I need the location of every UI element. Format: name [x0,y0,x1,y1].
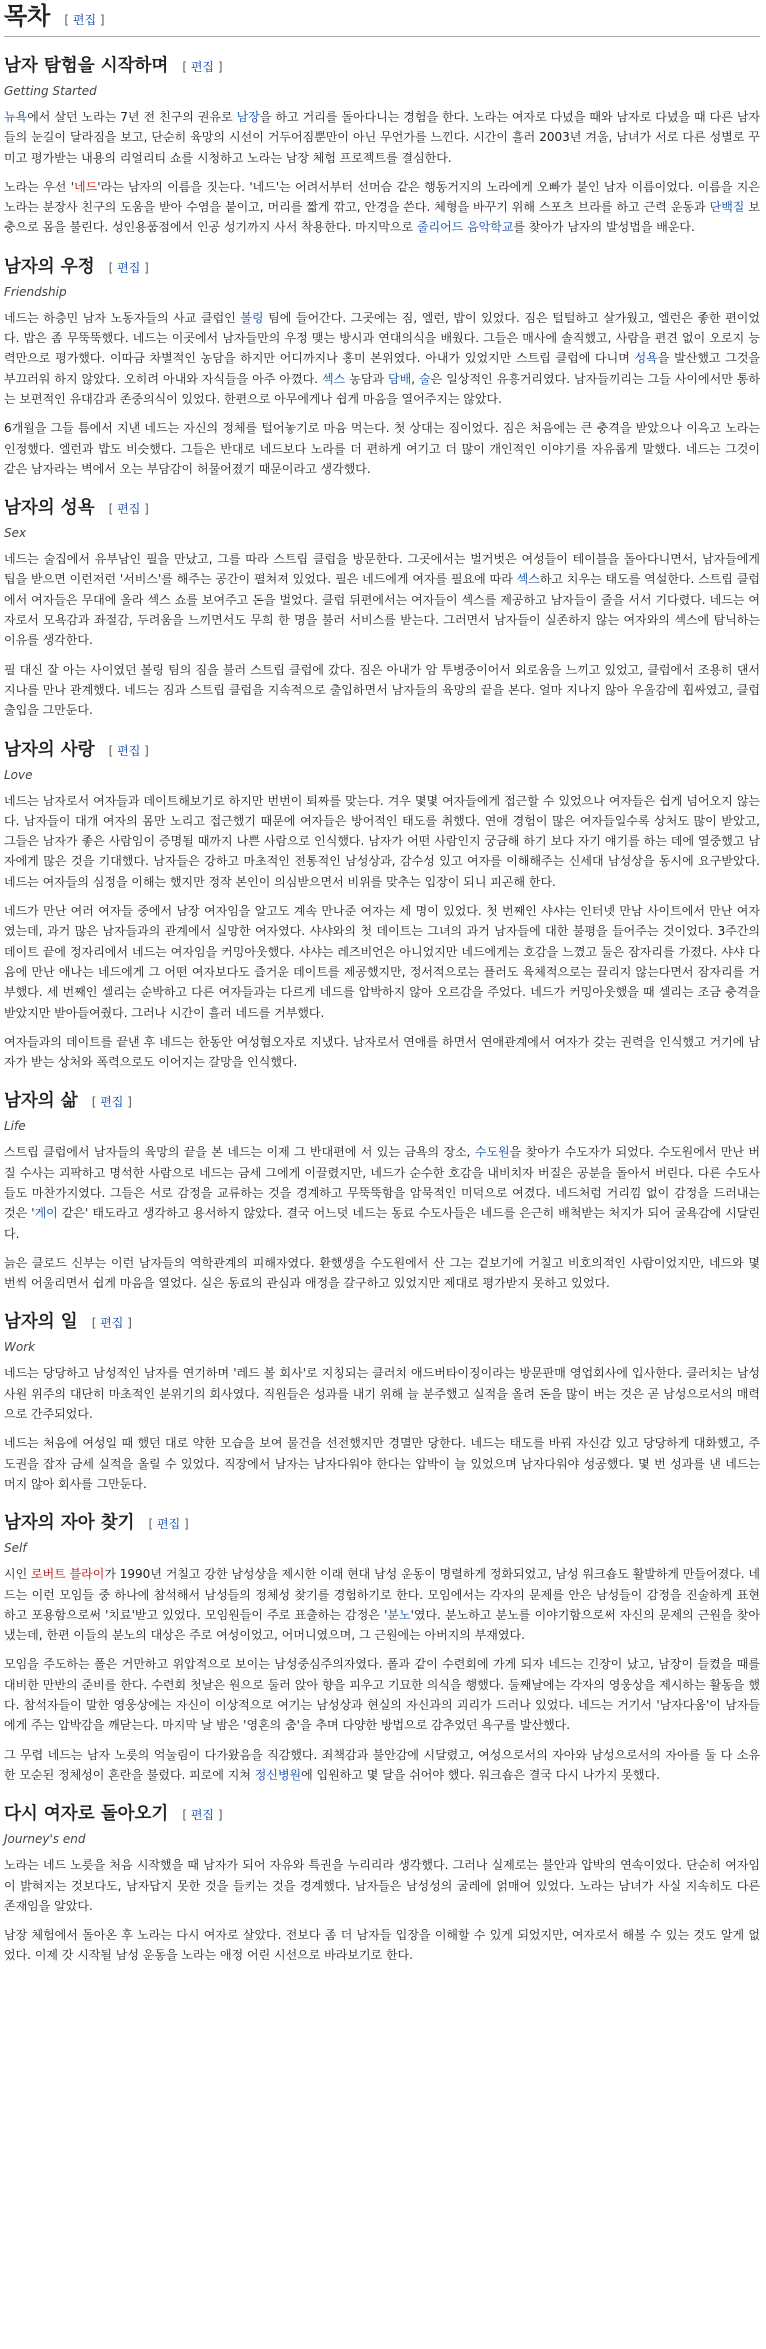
section-title: 남자의 사랑 [4,739,95,760]
redlink[interactable]: 로버트 블라이 [31,1567,105,1582]
section-title: 다시 여자로 돌아오기 [4,1804,169,1825]
text-run: 을 하고 거리를 돌아다니는 경험을 한다. 노라는 여자로 다녔을 때와 남자로 다녔을 때 다른 남자들의 눈길이 달라짐을 보고, 단순히 육망의 시선이 거두어짐뿐만이 아닌 무언가를 느낀다. 시간이 흘러 2003년 겨울, 남녀가 서로 다른 성별로 꾸미고 평가받는 내용의 리얼리티 쇼를 시청하고 노라는 남장 체험 프로젝트를 결심한다. [4,110,761,165]
section-heading [4,1309,760,1335]
section-heading [4,1801,760,1827]
text-run: 팀에 들어간다. 그곳에는 짐, 엘런, 밥이 있었다. 짐은 털털하고 살가웠고, 엘런은 좋한 편이었다. 밥은 좀 무뚝뚝했다. 네드는 이곳에서 남자들만의 우정 맺는 방시과 연대의식을 배웠다. 그들은 매사에 솔직했고, 사람을 편견 없이 오로지 능력만으로 평가했다. 이따금 차별적인 농담을 하지만 어디까지나 홍미 본위였다. 아내가 있었지만 스트립 클럽에 다니며 [4,310,760,366]
section-title: 남자의 우정 [4,256,95,277]
sections-container [4,53,760,1966]
section-heading [4,254,760,280]
paragraph [4,901,760,1023]
wiki-link[interactable]: 분노 [387,1607,411,1622]
section-edit-label[interactable]: 편집 [100,1095,124,1110]
text-run: 에 입원하고 몇 달을 쉬어야 했다. 워크숍은 결국 다시 나가지 못했다. [301,1767,660,1782]
section-subtitle: Self [4,1541,27,1556]
wiki-link[interactable]: 술 [419,371,431,386]
text-run: 노라는 네드 노릇을 처음 시작했을 때 남자가 되어 자유와 특권을 누리리라 생각했다. 그러나 실제로는 불안과 압박의 연속이었다. 단순히 여자임이 밝혀지는 것보다도, 남자답지 못한 것을 들키는 것을 경계했다. 남자들은 남성성의 굴레에 얽매여 있었다. 노라는 남녀가 사실 지속히도 다른 존재임을 알았다. [4,1858,760,1913]
section [4,495,760,720]
toc-edit-label[interactable]: 편집 [72,13,97,27]
text-run: 네드는 술집에서 유부남인 필을 만났고, 그를 따라 스트립 클럽을 방문한다. 그곳에서는 벌거벗은 여성들이 테이블을 돌아다니면서, 남자들에게 팁을 받으면 이런저런 '서비스'를 해주는 공간이 펼쳐져 있었다. 필은 네드에게 여자를 필요에 따라 [4,552,760,587]
section [4,1510,760,1785]
text-run: 네드는 하층민 남자 노동자들의 사교 클럽인 [4,310,241,325]
section-subtitle: Life [4,1119,26,1134]
text-run: 그 무렵 네드는 남자 노릇의 억눌림이 다가왔음을 직감했다. 죄책감과 불안감에 시달렸고, 여성으로서의 자아와 남성으로서의 자아를 둘 다 소유한 모순된 정체성이 혼란을 불렀다. 피로에 지쳐 [4,1747,760,1782]
section-subtitle: Work [4,1340,36,1355]
paragraph [4,1433,760,1494]
text-run: 보충으로 몸을 불린다. 성인용품점에서 인공 성기까지 사서 착용한다. 마지막으로 [4,200,760,235]
wiki-link[interactable]: 게이 [34,1206,58,1221]
section-edit-link[interactable]: [ 편집 ] [91,1095,132,1110]
wiki-link[interactable]: 수도원 [474,1145,510,1160]
text-run: 네드가 만난 여러 여자들 중에서 남장 여자임을 알고도 계속 만나준 여자는 세 명이 있었다. 첫 번째인 샤샤는 인터넷 만남 사이트에서 만난 여자였는데, 과거 많은 남자들과의 관계에서 실망한 여자였다. 샤샤와의 첫 데이트는 그녀의 과거 남자들에 대한 불평을 들어주는 것이었다. 3주간의 데이트 끝에 정자리에서 네드는 여자임을 커밍아웃했다. 샤샤는 레즈비언은 아니었지만 네드에게는 호감을 느꼈고 둘은 잠자리를 가졌다. 샤샤 다음에 만난 애나는 네드에게 그 어떤 여자보다도 즐거운 데이트를 제공했지만, 정서적으로는 플러도 육체적으로는 끌리지 않는다면서 잠자리를 거부했다. 세 번째인 셀리는 순박하고 다른 여자들과는 다르게 네드를 압박하지 않아 오르감을 주었다. 네드가 커밍아웃했을 때 셀리는 조금 충격을 받았지만 받아들여줬다. 그러나 시간이 흘러 네드를 거부했다. [4,904,760,1020]
section [4,737,760,1073]
text-run: 남장 체험에서 돌아온 후 노라는 다시 여자로 살았다. 전보다 좀 더 남자들 입장을 이해할 수 있게 되었지만, 여자로서 해볼 수 있는 것도 알게 없었다. 이제 갓 시작될 남성 운동을 노라는 애정 어린 시선으로 바라보기로 한다. [4,1928,760,1963]
section-edit-label[interactable]: 편집 [117,743,141,758]
wiki-link[interactable]: 담배 [388,371,412,386]
paragraph [4,660,760,721]
section-subtitle: Journey's end [4,1832,86,1847]
text-run: 네드는 처음에 여성일 때 했던 대로 약한 모습을 보여 물건을 선전했지만 경멸만 당한다. 네드는 태도를 바꿔 자신감 있고 당당하게 대화했고, 주도권을 잡자 금세 실적을 올릴 수 있었다. 직장에서 남자는 남자다워야 한다는 압박이 늘 있었으며 남자다워야 성공했다. 몇 번 성과를 낸 네드는 머지 않아 회사를 그만둔다. [4,1436,760,1491]
section [4,254,760,479]
wiki-link[interactable]: 줄리어드 음악학교 [416,220,514,235]
paragraph [4,1253,760,1294]
section-title: 남자의 성욕 [4,498,95,519]
section [4,53,760,238]
paragraph [4,549,760,650]
wiki-link[interactable]: 볼링 [240,310,264,325]
paragraph [4,308,760,409]
text-run: 스트립 클럽에서 남자들의 육망의 끝을 본 네드는 이제 그 반대편에 서 있는 금욕의 장소, [4,1145,475,1160]
text-run: 를 찾아가 남자의 발성법을 배운다. [513,220,695,235]
text-run: 늙은 클로드 신부는 이런 남자들의 역학관계의 피해자였다. 환했생을 수도원에서 산 그는 겉보기에 거칠고 비호의적인 사람이었지만, 네드와 몇 번씩 어울리면서 쉽게 마음을 열었다. 실은 동료의 관심과 애정을 갈구하고 있었지만 제대로 평가받지 못하고 있었다. [4,1255,760,1291]
section-heading [4,495,760,521]
section-edit-label[interactable]: 편집 [117,260,141,275]
wiki-link[interactable]: 성욕 [634,351,658,366]
section-subtitle: Love [4,767,33,782]
paragraph [4,1032,760,1073]
section-edit-link[interactable]: [ 편집 ] [182,1808,223,1823]
section-title: 남자 탐험을 시작하며 [4,56,169,76]
section-edit-link[interactable]: [ 편집 ] [182,60,223,74]
section-edit-label[interactable]: 편집 [100,1316,124,1331]
text-run: 네드는 남자로서 여자들과 데이트해보기로 하지만 번번이 퇴짜를 맞는다. 겨우 몇몇 여자들에게 접근할 수 있었으나 여자들은 쉽게 넘어오지 않는다. 남자들이 대개 여자의 몸만 노리고 접근했기 때문에 여자들은 방어적인 태도를 취했다. 연애 경험이 많은 여자들일수록 상처도 많이 받았고, 그들은 남자가 좋은 사람임이 증명될 때까지 나쁜 사람으로 인식했다. 남자가 어떤 사람인지 궁금해 하기 보다 자기 얘기를 하는 데에 열중했고 남자에게 많은 것을 기대했다. 남자들은 강하고 마초적인 전통적인 남성상과, 감수성 있고 여자를 이해해주는 신세대 남성상을 동시에 요구받았다. 네드는 여자들의 심정을 이해는 했지만 정작 본인이 의심받으면서 비위를 맞추는 입장이 되니 피곤해 한다. [4,793,760,889]
section-edit-link[interactable]: [ 편집 ] [91,1316,132,1331]
section [4,1088,760,1293]
paragraph [4,791,760,892]
text-run: 모임을 주도하는 폴은 거만하고 위압적으로 보이는 남성중심주의자였다. 폴과 같이 수련회에 가게 되자 네드는 긴장이 났고, 남장이 들켰을 때를 대비한 만반의 준비를 한다. 수련회 첫날은 원으로 둘러 앉아 향을 피우고 기묘한 의식을 행했다. 둘째날에는 각자의 영웅상을 제시하는 활동을 했다. 참석자들이 말한 영웅상에는 자신이 이상적으로 여기는 남성상과 현실의 자신과의 괴리가 드러나 있었다. 네드는 거기서 '남자다움'이 남자들에게 주는 압박감을 깨닫는다. 마지막 날 밤은 '영혼의 춤'을 추며 다양한 방법으로 감추었던 욕구를 발산했다. [4,1657,760,1733]
text-run: 가 1990년 거칠고 강한 남성상을 제시한 이래 현대 남성 운동이 명렬하게 정화되었고, 남성 워크숍도 활발하게 만들어졌다. 네드는 이런 모임들 중 하나에 참석해서 남성들의 정체성 찾기를 경험하기로 한다. 모임에서는 각자의 문제를 안은 남성들이 감정을 진술하게 표현하고 포용함으로써 '치료'받고 있었다. 모임원들이 주로 표출하는 감정은 ' [4,1567,760,1622]
paragraph [4,1142,760,1243]
text-run: 필 대신 잘 아는 사이였던 볼링 팀의 짐을 불러 스트립 클럽에 갔다. 짐은 아내가 암 투병중이어서 외로움을 느끼고 있었고, 클럽에서 조용히 댄서 지나를 만나 관계했다. 네드는 짐과 스트립 클럽을 지속적으로 출입하면서 남자들의 육망의 끝을 본다. 얼마 지나지 않아 우울감에 휩싸였고, 클럽 출입을 그만둔다. [4,662,760,718]
wiki-link[interactable]: 섹스 [322,371,346,386]
paragraph [4,1564,760,1645]
section [4,1801,760,1965]
paragraph [4,1925,760,1966]
toc-edit-link[interactable]: [ 편집 ] [64,13,105,27]
section-edit-link[interactable]: [ 편집 ] [108,260,149,275]
paragraph [4,1745,760,1786]
section-title: 남자의 자아 찾기 [4,1513,135,1534]
text-run: 같은' 태도라고 생각하고 용서하지 않았다. 결국 어느덧 네드는 동료 수도사들은 네드를 은근히 배척받는 처지가 되어 굴욕감에 시달린다. [4,1206,760,1241]
text-run: 하고 치우는 태도를 역설한다. 스트립 클럽에서 여자들은 무대에 올라 섹스 쇼를 보여주고 돈을 벌었다. 클럽 뒤편에서는 여자들이 섹스를 제공하고 남자들이 줄을 서서 기다렸다. 네드는 여자로서 모욕감과 좌절감, 두려움을 느끼면서도 무희 한 명을 불러 서비스를 받는다. 그러면서 남자들이 실존하지 않는 여자와의 섹스에 탐닉하는 이유를 생각한다. [4,572,761,648]
text-run: 네드는 당당하고 남성적인 남자를 연기하며 '레드 볼 회사'로 지칭되는 클러치 애드버타이징이라는 방문판매 영업회사에 입사한다. 클러치는 남성 사원 위주의 대단히 마초적인 분위기의 회사였다. 직원들은 성과를 내기 위해 늘 분주했고 실적을 올려 돈을 많이 버는 것은 곧 남성으로서의 매력으로 간주되었다. [4,1366,760,1422]
text-run: 을 찾아가 수도자가 되었다. 수도원에서 만난 버질 수사는 괴팍하고 명석한 사람으로 네드는 금세 그에게 이끌렸지만, 네드가 순수한 호감을 내비치자 버질은 공분을 돌아서 버린다. 다른 수도사들도 마찬가지였다. 그들은 서로 감정을 교류하는 것을 경계하고 무뚝뚝함을 암묵적인 미덕으로 여겼다. 네드처럼 거리낌 없이 감정을 드러내는 것은 ' [4,1145,760,1221]
text-run: 여자들과의 데이트를 끝낸 후 네드는 한동안 여성혐오자로 지냈다. 남자로서 연애를 하면서 연애관계에서 여자가 갖는 권력을 인식했고 거기에 남자가 받는 상처와 폭력으로도 이어지는 갈망을 인식했다. [4,1034,760,1070]
section-title: 남자의 일 [4,1312,78,1333]
text-run: 시인 [4,1567,31,1582]
text-run: '였다. 분노하고 분노를 이야기함으로써 자신의 문제의 근원을 찾아냈는데, 한편 이들의 분노의 대상은 주로 여성이었고, 어머니였으며, 그 근원에는 아버지의 부재였다. [4,1607,760,1643]
text-run: 노라는 우선 ' [4,179,75,194]
section-heading [4,737,760,763]
section-heading [4,53,760,79]
paragraph [4,418,760,479]
paragraph [4,107,760,168]
section-heading [4,1510,760,1536]
toc-heading [4,0,760,37]
paragraph [4,1363,760,1424]
section-subtitle: Friendship [4,284,67,299]
section-edit-link[interactable]: [ 편집 ] [108,502,149,517]
section-edit-label[interactable]: 편집 [190,1808,215,1823]
redlink[interactable]: 네드 [74,179,98,194]
section-edit-label[interactable]: 편집 [190,60,215,74]
toc-title: 목차 [4,4,51,30]
section-edit-link[interactable]: [ 편집 ] [148,1517,189,1532]
paragraph [4,177,760,238]
section-edit-link[interactable]: [ 편집 ] [108,743,149,758]
text-run: 6개월을 그들 틈에서 지낸 네드는 자신의 정체를 털어놓기로 마음 먹는다. 첫 상대는 짐이었다. 짐은 처음에는 큰 충격을 받았으나 이윽고 노라는 인정했다. 엘런과 밥도 비슷했다. 그들은 반대로 네드보다 노라를 더 편하게 여기고 더 많이 개인적인 이야기를 자유롭게 말했다. 네드는 그것이 같은 남자라는 벽에서 오는 부담감이 허물어졌기 때문이라고 생각했다. [4,421,760,476]
section-edit-label[interactable]: 편집 [117,502,141,517]
paragraph [4,1855,760,1916]
text-run: '라는 남자의 이름을 짓는다. '네드'는 어려서부터 선머슴 같은 행동거지의 노라에게 오빠가 붙인 남자 이름이었다. 이름을 지은 노라는 분장사 친구의 도움을 받아 수염을 붙이고, 머리를 짧게 깎고, 안경을 쓴다. 체형을 바꾸기 위해 스포츠 브라를 하고 근력 운동과 [4,179,760,215]
text-run: 은 일상적인 유흥거리였다. 남자들끼리는 그들 사이에서만 통하는 보편적인 유대감과 존중의식이 있었다. 한편으로 아무에게나 쉽게 마음을 열어주지는 않았다. [4,371,760,406]
section-title: 남자의 삶 [4,1091,78,1112]
wiki-link[interactable]: 뉴욕 [4,110,28,124]
text-run: , [411,371,420,386]
section-edit-label[interactable]: 편집 [157,1517,181,1532]
section-heading [4,1088,760,1114]
text-run: 을 발산했고 그것을 부끄러워 하지 않았다. 오히려 아내와 자식들을 아주 아꼈다. [4,351,761,386]
wiki-link[interactable]: 섹스 [516,572,540,587]
section-subtitle: Sex [4,526,27,541]
text-run: 농담과 [345,371,389,386]
section [4,1309,760,1494]
paragraph [4,1654,760,1735]
wiki-link[interactable]: 단백질 [709,200,745,215]
wiki-link[interactable]: 정신병원 [254,1767,302,1782]
wiki-link[interactable]: 남장 [236,110,260,124]
text-run: 에서 살던 노라는 7년 전 친구의 권유로 [27,110,237,124]
section-subtitle: Getting Started [4,84,97,98]
